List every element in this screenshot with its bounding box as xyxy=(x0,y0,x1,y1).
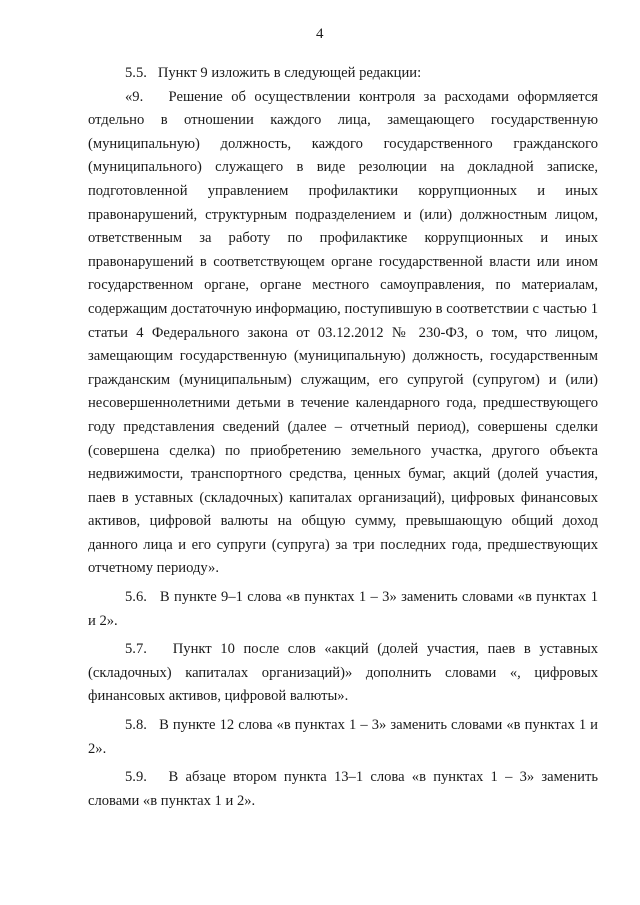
paragraph-9-text: «9. Решение об осуществлении контроля за расходами оформляется отдельно в отношении каждого лица, замещающего государственную (муниципальную) должность, каждого государственного гражданского (муниципального) служащего в виде резолюции на докладной записке, подготовленной управлением профилактики коррупционных и иных правонарушений, структурным подразделением и (или) должностным лицом, ответственным за работу по профилактике коррупционных и иных правонарушений в соответствующем органе государственной власти или ином государственном органе, органе местного самоуправления, по материалам, содержащим достаточную информацию, поступившую в соответствии с частью 1 статьи 4 Федерального закона от 03.12.2012 № 230-ФЗ, о том, что лицом, замещающим государственную (муниципальную) должность, государственным гражданским (муниципальным) служащим, его супругой (супругом) и (или) несовершеннолетними детьми в течение календарного года, предшествующего году представления сведений (далее – отчетный период), совершены сделки (совершена сделка) по приобретению земельного участка, другого объекта недвижимости, транспортного средства, ценных бумаг, акций (долей участия, паев в уставных (складочных) капиталах организаций), цифровых финансовых активов, цифровой валюты на общую сумму, превышающую общий доход данного лица и его супруги (супруга) за три последних года, предшествующих отчетному периоду». xyxy=(88,88,598,577)
paragraph-5-7: 5.7. Пункт 10 после слов «акций (долей участия, паев в уставных (складочных) капиталах организаций)» дополнить словами «, цифровых финансовых активов, цифровой валюты». xyxy=(88,641,598,705)
document-body xyxy=(88,62,598,813)
page-number: 4 xyxy=(316,26,324,42)
paragraph-5-8: 5.8. В пункте 12 слова «в пунктах 1 – 3» заменить словами «в пунктах 1 и 2». xyxy=(88,717,598,757)
paragraph-5-9: 5.9. В абзаце втором пункта 13–1 слова «в пунктах 1 – 3» заменить словами «в пунктах 1 и 2». xyxy=(88,769,598,809)
paragraph-5-5: 5.5. Пункт 9 изложить в следующей редакции: xyxy=(125,65,422,81)
paragraph-5-6: 5.6. В пункте 9–1 слова «в пунктах 1 – 3» заменить словами «в пунктах 1 и 2». xyxy=(88,589,598,629)
